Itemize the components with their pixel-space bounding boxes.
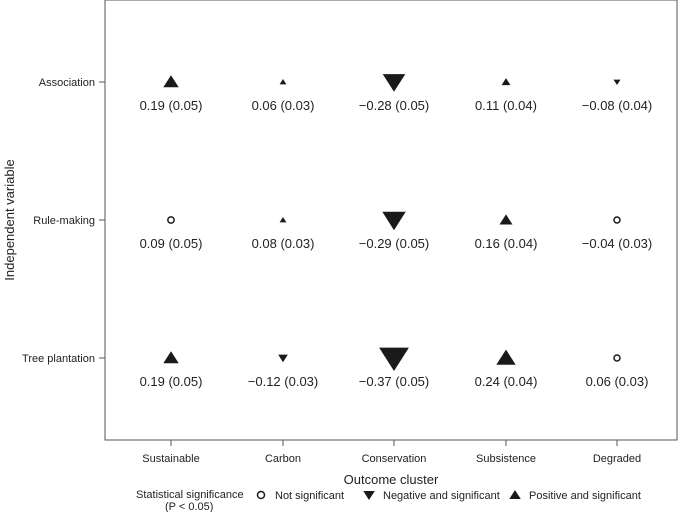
legend-label-negative: Negative and significant bbox=[383, 490, 500, 502]
data-label: −0.12 (0.03) bbox=[247, 374, 319, 389]
legend-marker-positive bbox=[509, 490, 521, 499]
x-tick-label: Carbon bbox=[264, 453, 302, 465]
legend-title-line2: (P < 0.05) bbox=[165, 501, 214, 512]
y-tick-label: Rule-making bbox=[33, 215, 95, 227]
data-label: −0.29 (0.05) bbox=[358, 236, 430, 251]
data-label: −0.28 (0.05) bbox=[358, 98, 430, 113]
x-tick-label: Conservation bbox=[361, 453, 427, 465]
data-marker bbox=[163, 351, 178, 363]
data-label: 0.08 (0.03) bbox=[251, 236, 315, 251]
data-label: 0.16 (0.04) bbox=[474, 236, 538, 251]
data-marker bbox=[614, 355, 620, 361]
y-tick-label: Association bbox=[38, 77, 95, 89]
x-tick-labels bbox=[142, 440, 641, 465]
data-label: 0.19 (0.05) bbox=[139, 98, 203, 113]
data-label: −0.04 (0.03) bbox=[581, 236, 653, 251]
legend-label-not: Not significant bbox=[275, 490, 345, 502]
data-marker bbox=[382, 212, 405, 230]
legend-marker-negative bbox=[363, 491, 375, 500]
data-label: −0.08 (0.04) bbox=[581, 98, 653, 113]
data-label: 0.11 (0.04) bbox=[475, 98, 537, 113]
x-axis-title: Outcome cluster bbox=[343, 472, 439, 487]
data-marker bbox=[280, 79, 287, 84]
data-marker bbox=[383, 74, 406, 92]
x-tick-label: Subsistence bbox=[476, 453, 536, 465]
data-label: 0.06 (0.03) bbox=[585, 374, 649, 389]
data-marker bbox=[502, 78, 511, 85]
y-tick-labels bbox=[22, 77, 105, 365]
y-axis-title: Independent variable bbox=[2, 159, 17, 281]
data-marker bbox=[496, 350, 515, 365]
data-marker bbox=[614, 217, 620, 223]
data-label: −0.37 (0.05) bbox=[358, 374, 430, 389]
data-label: 0.09 (0.05) bbox=[139, 236, 203, 251]
legend-marker-not bbox=[258, 492, 265, 499]
data-marker bbox=[168, 217, 174, 223]
y-tick-label: Tree plantation bbox=[22, 353, 95, 365]
legend-title-line1: Statistical significance bbox=[136, 489, 244, 501]
legend bbox=[136, 489, 641, 512]
data-marker bbox=[163, 75, 178, 87]
legend-label-positive: Positive and significant bbox=[529, 490, 641, 502]
data-marker bbox=[280, 217, 287, 222]
x-tick-label: Degraded bbox=[592, 453, 642, 465]
data-label: 0.24 (0.04) bbox=[474, 374, 538, 389]
data-marker bbox=[278, 355, 288, 363]
data-marker bbox=[379, 348, 409, 371]
data-marker bbox=[614, 80, 621, 85]
x-tick-label: Sustainable bbox=[142, 453, 200, 465]
data-label: 0.06 (0.03) bbox=[251, 98, 315, 113]
cells bbox=[140, 74, 653, 389]
data-marker bbox=[500, 214, 513, 224]
data-label: 0.19 (0.05) bbox=[139, 374, 203, 389]
